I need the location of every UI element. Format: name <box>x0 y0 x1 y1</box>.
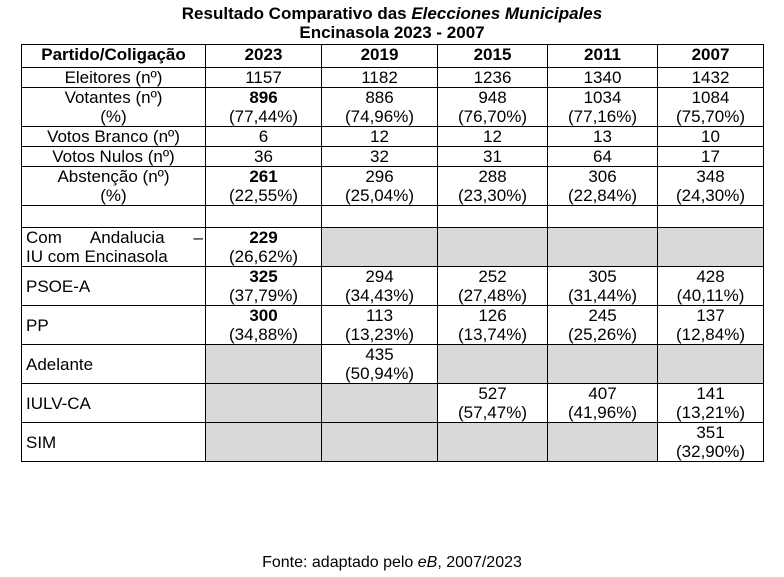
footer-suffix: , 2007/2023 <box>437 554 522 571</box>
percent: (27,48%) <box>458 286 527 305</box>
value: 229 <box>249 228 278 247</box>
party-row-adelante <box>22 345 764 384</box>
empty-cell <box>658 345 764 384</box>
percent: (76,70%) <box>458 107 527 126</box>
percent: (34,88%) <box>229 325 298 344</box>
cell <box>658 423 764 462</box>
cell: 31 <box>438 147 548 167</box>
value: 325 <box>249 267 278 286</box>
value: 261 <box>249 167 278 186</box>
table-row <box>22 68 764 88</box>
percent: (26,62%) <box>229 247 298 266</box>
spacer-row <box>22 206 764 228</box>
cell <box>658 306 764 345</box>
header-2011: 2011 <box>548 45 658 68</box>
cell <box>548 267 658 306</box>
empty-cell <box>206 384 322 423</box>
cell <box>548 384 658 423</box>
table-row <box>22 127 764 147</box>
empty-cell <box>438 206 548 228</box>
cell <box>322 306 438 345</box>
cell: 10 <box>658 127 764 147</box>
empty-cell <box>322 228 438 267</box>
row-label: Votos Branco (nº) <box>22 127 206 147</box>
header-2019: 2019 <box>322 45 438 68</box>
percent: (22,55%) <box>229 186 298 205</box>
header-2015: 2015 <box>438 45 548 68</box>
party-label: PSOE-A <box>22 267 206 306</box>
empty-cell <box>548 423 658 462</box>
cell <box>206 167 322 206</box>
header-party: Partido/Coligação <box>22 45 206 68</box>
value: 1034 <box>583 88 622 107</box>
source-note <box>0 554 784 572</box>
percent: (34,43%) <box>345 286 414 305</box>
value: 435 <box>365 345 394 364</box>
cell: 1236 <box>438 68 548 88</box>
party-row-sim <box>22 423 764 462</box>
party-row-pp <box>22 306 764 345</box>
cell <box>438 267 548 306</box>
cell: 64 <box>548 147 658 167</box>
percent: (22,84%) <box>568 186 637 205</box>
cell <box>658 88 764 127</box>
cell <box>206 267 322 306</box>
percent: (77,44%) <box>229 107 298 126</box>
cell: 1157 <box>206 68 322 88</box>
cell <box>658 167 764 206</box>
percent: (32,90%) <box>676 442 745 461</box>
cell <box>206 88 322 127</box>
value: 896 <box>249 88 278 107</box>
empty-cell <box>206 206 322 228</box>
empty-cell <box>548 345 658 384</box>
empty-cell <box>548 206 658 228</box>
party-label-line1: Com Andalucia – <box>26 228 203 247</box>
table-row <box>22 147 764 167</box>
cell <box>206 228 322 267</box>
cell <box>322 167 438 206</box>
cell: 12 <box>322 127 438 147</box>
empty-cell <box>206 423 322 462</box>
footer-prefix: Fonte: adaptado pelo <box>262 554 418 571</box>
percent: (25,04%) <box>345 186 414 205</box>
value: 137 <box>696 306 725 325</box>
table-row <box>22 88 764 127</box>
party-label: Adelante <box>22 345 206 384</box>
empty-cell <box>322 423 438 462</box>
cell <box>658 384 764 423</box>
title-line-2: Encinasola 2023 - 2007 <box>299 23 485 42</box>
cell <box>548 306 658 345</box>
footer-italic: eB <box>417 554 438 571</box>
value: 245 <box>588 306 617 325</box>
party-label: IULV-CA <box>22 384 206 423</box>
empty-cell <box>438 345 548 384</box>
party-row-com-andalucia <box>22 228 764 267</box>
cell <box>206 306 322 345</box>
percent: (50,94%) <box>345 364 414 383</box>
cell <box>548 88 658 127</box>
percent: (13,74%) <box>458 325 527 344</box>
empty-cell <box>658 206 764 228</box>
empty-cell <box>322 206 438 228</box>
header-2007: 2007 <box>658 45 764 68</box>
row-label: Votos Nulos (nº) <box>22 147 206 167</box>
row-label-line2: (%) <box>100 107 127 126</box>
value: 527 <box>478 384 507 403</box>
title-line-1 <box>0 4 784 23</box>
title-prefix: Resultado Comparativo das <box>181 4 412 23</box>
cell <box>322 267 438 306</box>
percent: (25,26%) <box>568 325 637 344</box>
results-table <box>21 44 764 462</box>
cell <box>548 167 658 206</box>
empty-cell <box>322 384 438 423</box>
percent: (75,70%) <box>676 107 745 126</box>
percent: (77,16%) <box>568 107 637 126</box>
cell: 32 <box>322 147 438 167</box>
value: 348 <box>696 167 725 186</box>
percent: (24,30%) <box>676 186 745 205</box>
cell <box>438 88 548 127</box>
cell <box>322 88 438 127</box>
percent: (37,79%) <box>229 286 298 305</box>
row-label-line1: Votantes (nº) <box>64 88 163 107</box>
empty-cell <box>548 228 658 267</box>
cell: 17 <box>658 147 764 167</box>
cell: 13 <box>548 127 658 147</box>
value: 288 <box>478 167 507 186</box>
cell <box>438 167 548 206</box>
value: 407 <box>588 384 617 403</box>
cell <box>438 384 548 423</box>
cell <box>322 345 438 384</box>
percent: (13,21%) <box>676 403 745 422</box>
party-row-iulv <box>22 384 764 423</box>
cell: 1432 <box>658 68 764 88</box>
cell: 6 <box>206 127 322 147</box>
value: 300 <box>249 306 278 325</box>
cell <box>658 267 764 306</box>
party-label: PP <box>22 306 206 345</box>
empty-cell <box>22 206 206 228</box>
percent: (23,30%) <box>458 186 527 205</box>
value: 1084 <box>691 88 730 107</box>
cell: 36 <box>206 147 322 167</box>
percent: (74,96%) <box>345 107 414 126</box>
empty-cell <box>658 228 764 267</box>
row-label <box>22 88 206 127</box>
empty-cell <box>206 345 322 384</box>
value: 306 <box>588 167 617 186</box>
percent: (12,84%) <box>676 325 745 344</box>
value: 113 <box>365 306 394 325</box>
table-title <box>0 4 784 42</box>
row-label-line2: (%) <box>100 186 127 205</box>
value: 948 <box>478 88 507 107</box>
title-italic: Elecciones Municipales <box>411 4 603 23</box>
percent: (13,23%) <box>345 325 414 344</box>
value: 141 <box>696 384 725 403</box>
party-label-line2: IU com Encinasola <box>26 247 168 266</box>
cell <box>438 306 548 345</box>
party-row-psoe <box>22 267 764 306</box>
row-label-line1: Abstenção (nº) <box>57 167 170 186</box>
header-row <box>22 45 764 68</box>
empty-cell <box>438 423 548 462</box>
header-2023: 2023 <box>206 45 322 68</box>
value: 886 <box>365 88 394 107</box>
percent: (31,44%) <box>568 286 637 305</box>
table-row <box>22 167 764 206</box>
cell: 12 <box>438 127 548 147</box>
value: 428 <box>696 267 725 286</box>
value: 126 <box>478 306 507 325</box>
cell: 1182 <box>322 68 438 88</box>
cell: 1340 <box>548 68 658 88</box>
percent: (40,11%) <box>676 286 745 305</box>
value: 351 <box>696 423 725 442</box>
row-label <box>22 167 206 206</box>
percent: (57,47%) <box>458 403 527 422</box>
value: 305 <box>588 267 617 286</box>
value: 294 <box>365 267 394 286</box>
value: 296 <box>365 167 394 186</box>
empty-cell <box>438 228 548 267</box>
party-label: SIM <box>22 423 206 462</box>
value: 252 <box>478 267 507 286</box>
party-label <box>22 228 206 267</box>
row-label: Eleitores (nº) <box>22 68 206 88</box>
percent: (41,96%) <box>568 403 637 422</box>
